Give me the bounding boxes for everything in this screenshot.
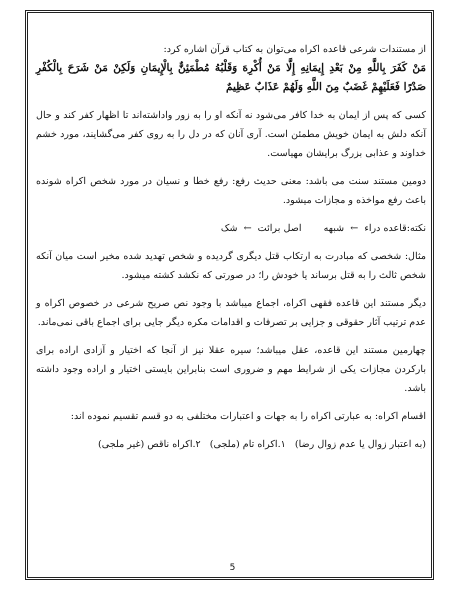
document-body bbox=[36, 40, 426, 454]
type-complete-coercion: ۱.اکراه تام (ملجی) bbox=[209, 439, 286, 450]
paragraph-sunnah: دومین مستند سنت می باشد: معنی حدیث رفع: رفع خطا و نسیان در مورد شخص اکراه شونده باعث رفع مواخذه و مجازات میشود. bbox=[36, 176, 426, 206]
types-of-coercion bbox=[36, 435, 426, 454]
paragraph-aql: چهارمین مستند این قاعده، عقل میباشد؛ سیره عقلا نیز از آنجا که اختیار و آزادی اراده برای بارکردن مجازات یکی از شرایط مهم و ضروری است بنابراین بایستی اختیار و اراده وجود داشته باشد. bbox=[36, 345, 426, 394]
types-criterion: (به اعتبار زوال یا عدم زوال رضا) bbox=[294, 439, 426, 450]
paragraph-verse-translation: کسی که پس از ایمان به خدا کافر می‌شود نه آنکه او را به زور واداشته‌اند تا اظهار کفر کند و حال آنکه دلش به ایمان خویش مطمئن است. آری آنان که در دل را به روی کفر می‌گشایند، مورد خشم خداوند و عذابی بزرگ برایشان مهیاست. bbox=[36, 110, 426, 159]
paragraph-types-intro: اقسام اکراه: به عبارتی اکراه را به جهات و اعتبارات مختلفی به دو قسم تقسیم نموده اند: bbox=[70, 411, 426, 422]
paragraph-example: مثال: شخصی که مبادرت به ارتکاب قتل دیگری گردیده و شخص تهدید شده مخیر است میان آنکه شخص ثالث را به قتل برساند یا خودش را؛ در صورتی که نکشد کشته میشود. bbox=[36, 251, 426, 281]
arrow-icon: ← bbox=[350, 223, 359, 234]
quran-verse: مَنْ كَفَرَ بِاللَّهِ مِنْ بَعْدِ إِيمَانِهِ إِلَّا مَنْ أُكْرِهَ وَقَلْبُهُ مُطْمَئِنٌّ بِالْإِيمَانِ وَلَكِنْ مَنْ شَرَحَ بِالْكُفْرِ صَدْرًا فَعَلَيْهِمْ غَضَبٌ مِنَ اللَّهِ وَلَهُمْ عَذَابٌ عَظِيمٌ bbox=[36, 62, 426, 93]
note-label: نکته:قاعده دراء bbox=[364, 223, 426, 234]
paragraph-ijma: دیگر مستند این قاعده فقهی اکراه، اجماع میباشد با وجود نص صریح شرعی در خصوص اکراه و عدم ترتیب آثار حقوقی و جزایی بر تصرفات و اقدامات مکره دیگر جایی برای اجماع باقی نمی‌ماند. bbox=[36, 298, 426, 328]
page-number: 5 bbox=[229, 563, 236, 573]
quran-intro-text: از مستندات شرعی قاعده اکراه می‌توان به کتاب قرآن اشاره کرد: bbox=[163, 44, 426, 55]
arrow-icon: ← bbox=[243, 223, 252, 234]
paragraph-quran-reference bbox=[36, 40, 426, 97]
note-item-baraat: اصل برائت bbox=[257, 223, 302, 234]
note-item-shak: شک bbox=[220, 223, 238, 234]
note-darr-rule bbox=[36, 219, 426, 238]
type-incomplete-coercion: ۲.اکراه ناقص (غیر ملجی) bbox=[97, 439, 201, 450]
note-item-shubha: شبهه bbox=[323, 223, 345, 234]
